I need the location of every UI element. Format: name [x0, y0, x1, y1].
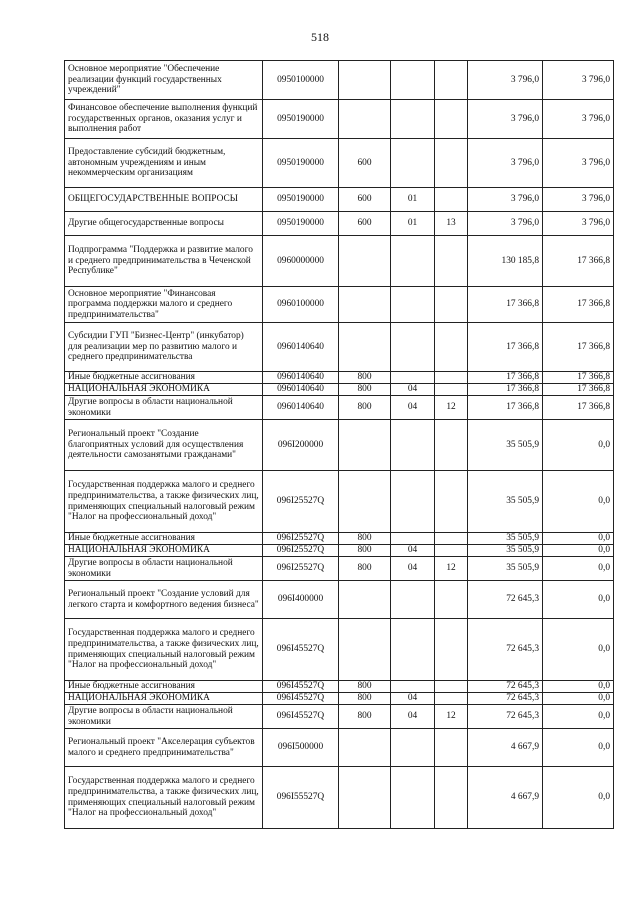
row-name: Подпрограмма "Поддержка и развитие малого и среднего предпринимательства в Чеченской Республике" — [65, 236, 263, 287]
row-pr — [435, 384, 468, 396]
row-value-2: 0,0 — [543, 545, 614, 557]
row-name: Основное мероприятие "Обеспечение реализации функций государственных учреждений" — [65, 61, 263, 100]
row-value-2: 0,0 — [543, 557, 614, 581]
row-vr — [339, 581, 391, 619]
row-value-1: 72 645,3 — [468, 693, 543, 705]
table-row — [65, 729, 614, 767]
row-csr: 0960140640 — [263, 396, 339, 420]
row-vr — [339, 619, 391, 681]
row-value-1: 3 796,0 — [468, 188, 543, 212]
row-pr — [435, 693, 468, 705]
row-value-2: 0,0 — [543, 729, 614, 767]
row-vr: 800 — [339, 693, 391, 705]
row-value-1: 17 366,8 — [468, 323, 543, 372]
row-vr — [339, 471, 391, 533]
row-value-2: 17 366,8 — [543, 396, 614, 420]
table-row — [65, 533, 614, 545]
row-rz — [391, 681, 435, 693]
row-vr: 800 — [339, 372, 391, 384]
row-value-1: 4 667,9 — [468, 767, 543, 829]
row-value-1: 130 185,8 — [468, 236, 543, 287]
table-row — [65, 545, 614, 557]
row-rz — [391, 61, 435, 100]
row-vr: 800 — [339, 396, 391, 420]
table-row — [65, 557, 614, 581]
row-pr — [435, 729, 468, 767]
row-pr: 13 — [435, 212, 468, 236]
row-value-2: 0,0 — [543, 533, 614, 545]
row-pr — [435, 236, 468, 287]
row-csr: 0960140640 — [263, 384, 339, 396]
row-vr: 800 — [339, 681, 391, 693]
row-vr — [339, 729, 391, 767]
row-rz — [391, 581, 435, 619]
row-csr: 0960140640 — [263, 323, 339, 372]
row-value-2: 0,0 — [543, 471, 614, 533]
row-rz — [391, 139, 435, 188]
row-name: Государственная поддержка малого и среднего предпринимательства, а также физических лиц, применяющих специальный налоговый режим "Налог на профессиональный доход" — [65, 619, 263, 681]
row-name: Другие общегосударственные вопросы — [65, 212, 263, 236]
table-row — [65, 705, 614, 729]
row-rz — [391, 767, 435, 829]
row-name: Иные бюджетные ассигнования — [65, 533, 263, 545]
row-rz — [391, 287, 435, 323]
row-value-1: 72 645,3 — [468, 681, 543, 693]
row-value-2: 0,0 — [543, 581, 614, 619]
row-name: Субсидии ГУП "Бизнес-Центр" (инкубатор) для реализации мер по развитию малого и среднего предпринимательства — [65, 323, 263, 372]
row-value-1: 72 645,3 — [468, 619, 543, 681]
row-name: Региональный проект "Создание условий для легкого старта и комфортного ведения бизнеса" — [65, 581, 263, 619]
table-row — [65, 581, 614, 619]
row-pr — [435, 545, 468, 557]
table-row — [65, 396, 614, 420]
row-value-1: 17 366,8 — [468, 372, 543, 384]
row-csr: 096I25527Q — [263, 545, 339, 557]
row-csr: 0960140640 — [263, 372, 339, 384]
row-vr: 800 — [339, 533, 391, 545]
row-name: Региональный проект "Создание благоприятных условий для осуществления деятельности самозанятыми гражданами" — [65, 420, 263, 471]
row-csr: 096I25527Q — [263, 471, 339, 533]
row-name: Другие вопросы в области национальной экономики — [65, 557, 263, 581]
row-name: НАЦИОНАЛЬНАЯ ЭКОНОМИКА — [65, 545, 263, 557]
row-rz: 04 — [391, 384, 435, 396]
row-vr — [339, 420, 391, 471]
row-value-2: 3 796,0 — [543, 139, 614, 188]
row-value-1: 72 645,3 — [468, 705, 543, 729]
row-value-2: 17 366,8 — [543, 287, 614, 323]
table-row — [65, 188, 614, 212]
row-pr — [435, 100, 468, 139]
budget-table-body — [65, 61, 614, 829]
table-row — [65, 287, 614, 323]
row-value-2: 0,0 — [543, 767, 614, 829]
row-csr: 096I25527Q — [263, 533, 339, 545]
row-value-2: 3 796,0 — [543, 212, 614, 236]
row-value-1: 3 796,0 — [468, 139, 543, 188]
row-csr: 0960000000 — [263, 236, 339, 287]
row-csr: 096I200000 — [263, 420, 339, 471]
row-pr — [435, 619, 468, 681]
row-value-1: 4 667,9 — [468, 729, 543, 767]
row-pr — [435, 581, 468, 619]
row-rz: 01 — [391, 212, 435, 236]
row-csr: 096I45527Q — [263, 693, 339, 705]
row-rz: 04 — [391, 557, 435, 581]
row-csr: 096I25527Q — [263, 557, 339, 581]
row-pr — [435, 471, 468, 533]
row-value-2: 3 796,0 — [543, 61, 614, 100]
row-vr — [339, 287, 391, 323]
row-pr — [435, 61, 468, 100]
row-name: НАЦИОНАЛЬНАЯ ЭКОНОМИКА — [65, 384, 263, 396]
row-pr — [435, 533, 468, 545]
row-name: Иные бюджетные ассигнования — [65, 372, 263, 384]
row-vr: 600 — [339, 139, 391, 188]
row-vr: 800 — [339, 557, 391, 581]
row-vr — [339, 100, 391, 139]
row-value-2: 17 366,8 — [543, 236, 614, 287]
table-row — [65, 236, 614, 287]
row-vr — [339, 236, 391, 287]
row-rz: 01 — [391, 188, 435, 212]
row-value-1: 17 366,8 — [468, 287, 543, 323]
row-name: Другие вопросы в области национальной экономики — [65, 396, 263, 420]
table-row — [65, 420, 614, 471]
row-pr — [435, 139, 468, 188]
row-value-2: 0,0 — [543, 420, 614, 471]
row-rz — [391, 420, 435, 471]
row-csr: 0950190000 — [263, 139, 339, 188]
row-rz — [391, 100, 435, 139]
table-row — [65, 619, 614, 681]
row-value-1: 17 366,8 — [468, 396, 543, 420]
row-csr: 096I55527Q — [263, 767, 339, 829]
row-rz — [391, 323, 435, 372]
row-name: Региональный проект "Акселерация субъектов малого и среднего предпринимательства" — [65, 729, 263, 767]
row-rz: 04 — [391, 545, 435, 557]
row-csr: 0950100000 — [263, 61, 339, 100]
row-rz — [391, 533, 435, 545]
row-csr: 096I45527Q — [263, 681, 339, 693]
row-value-2: 0,0 — [543, 619, 614, 681]
row-csr: 0950190000 — [263, 212, 339, 236]
table-row — [65, 767, 614, 829]
row-vr: 800 — [339, 705, 391, 729]
row-value-1: 3 796,0 — [468, 100, 543, 139]
row-csr: 096I45527Q — [263, 619, 339, 681]
row-name: Основное мероприятие "Финансовая программа поддержки малого и среднего предпринимательства" — [65, 287, 263, 323]
row-value-1: 17 366,8 — [468, 384, 543, 396]
table-row — [65, 693, 614, 705]
row-name: Государственная поддержка малого и среднего предпринимательства, а также физических лиц, применяющих специальный налоговый режим "Налог на профессиональный доход" — [65, 767, 263, 829]
row-name: Предоставление субсидий бюджетным, автономным учреждениям и иным некоммерческим организациям — [65, 139, 263, 188]
table-row — [65, 471, 614, 533]
row-value-1: 35 505,9 — [468, 471, 543, 533]
table-row — [65, 372, 614, 384]
row-name: НАЦИОНАЛЬНАЯ ЭКОНОМИКА — [65, 693, 263, 705]
row-vr — [339, 767, 391, 829]
row-value-2: 0,0 — [543, 681, 614, 693]
row-name: Другие вопросы в области национальной экономики — [65, 705, 263, 729]
row-pr: 12 — [435, 396, 468, 420]
row-name: Иные бюджетные ассигнования — [65, 681, 263, 693]
table-row — [65, 384, 614, 396]
row-rz — [391, 619, 435, 681]
row-pr — [435, 188, 468, 212]
row-rz: 04 — [391, 396, 435, 420]
table-row — [65, 100, 614, 139]
row-value-1: 35 505,9 — [468, 420, 543, 471]
row-value-2: 17 366,8 — [543, 323, 614, 372]
row-value-1: 35 505,9 — [468, 533, 543, 545]
row-value-1: 3 796,0 — [468, 61, 543, 100]
row-rz: 04 — [391, 705, 435, 729]
row-vr — [339, 61, 391, 100]
table-row — [65, 212, 614, 236]
row-rz — [391, 471, 435, 533]
row-vr — [339, 323, 391, 372]
row-value-1: 72 645,3 — [468, 581, 543, 619]
page-number: 518 — [311, 30, 329, 44]
row-csr: 096I45527Q — [263, 705, 339, 729]
row-pr: 12 — [435, 557, 468, 581]
row-value-2: 3 796,0 — [543, 100, 614, 139]
row-csr: 0960100000 — [263, 287, 339, 323]
row-pr — [435, 287, 468, 323]
row-value-1: 35 505,9 — [468, 545, 543, 557]
row-csr: 096I400000 — [263, 581, 339, 619]
row-value-2: 17 366,8 — [543, 372, 614, 384]
row-pr — [435, 767, 468, 829]
table-row — [65, 139, 614, 188]
row-value-2: 0,0 — [543, 705, 614, 729]
row-vr: 800 — [339, 545, 391, 557]
row-vr: 600 — [339, 188, 391, 212]
row-name: Государственная поддержка малого и среднего предпринимательства, а также физических лиц, применяющих специальный налоговый режим "Налог на профессиональный доход" — [65, 471, 263, 533]
row-vr: 800 — [339, 384, 391, 396]
row-value-2: 3 796,0 — [543, 188, 614, 212]
row-csr: 0950190000 — [263, 100, 339, 139]
table-row — [65, 323, 614, 372]
row-pr: 12 — [435, 705, 468, 729]
row-rz: 04 — [391, 693, 435, 705]
row-rz — [391, 372, 435, 384]
row-csr: 0950190000 — [263, 188, 339, 212]
row-rz — [391, 729, 435, 767]
budget-table — [64, 60, 614, 829]
row-pr — [435, 420, 468, 471]
row-vr: 600 — [339, 212, 391, 236]
row-value-1: 35 505,9 — [468, 557, 543, 581]
row-name: ОБЩЕГОСУДАРСТВЕННЫЕ ВОПРОСЫ — [65, 188, 263, 212]
row-pr — [435, 323, 468, 372]
row-csr: 096I500000 — [263, 729, 339, 767]
row-value-1: 3 796,0 — [468, 212, 543, 236]
table-row — [65, 681, 614, 693]
row-pr — [435, 372, 468, 384]
row-pr — [435, 681, 468, 693]
row-rz — [391, 236, 435, 287]
row-value-2: 17 366,8 — [543, 384, 614, 396]
row-name: Финансовое обеспечение выполнения функций государственных органов, оказания услуг и выполнения работ — [65, 100, 263, 139]
row-value-2: 0,0 — [543, 693, 614, 705]
table-row — [65, 61, 614, 100]
